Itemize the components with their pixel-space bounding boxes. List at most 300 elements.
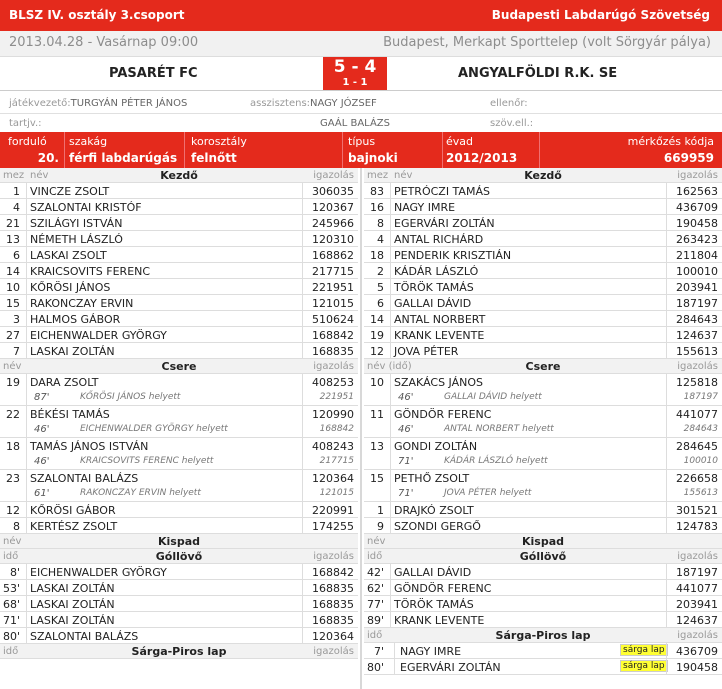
scorer-name: LASKAI ZOLTÁN: [30, 598, 115, 611]
cell-divider: [666, 564, 667, 579]
goal-minute: 71': [2, 614, 20, 627]
shirt-number: 22: [6, 408, 20, 421]
scorer-name: GÖNDÖR FERENC: [394, 582, 492, 595]
away-team: ANGYALFÖLDI R.K. SE: [458, 66, 618, 81]
license-id: 155613: [676, 345, 718, 358]
player-name: KRANK LEVENTE: [394, 329, 485, 342]
sub-player-row: [364, 470, 722, 486]
sub-detail-row: [364, 422, 722, 438]
section-header: [364, 359, 722, 374]
sub-player-row: [0, 374, 358, 390]
license-id: 162563: [676, 185, 718, 198]
player-row: [0, 327, 358, 343]
cell-divider: [666, 659, 667, 674]
replaced-id: 155613: [683, 488, 718, 498]
cell-divider: [302, 263, 303, 278]
round-value: 20.: [37, 151, 59, 165]
shirt-number: 21: [6, 217, 20, 230]
bench-row: [364, 518, 722, 534]
license-id: 217715: [312, 265, 354, 278]
divider: [0, 90, 722, 91]
section-header: [364, 628, 722, 643]
cell-divider: [26, 374, 27, 390]
cell-divider: [302, 502, 303, 517]
cell-divider: [666, 390, 667, 405]
replaced-player: KŐRÖSI JÁNOS helyett: [80, 392, 181, 402]
cell-divider: [666, 199, 667, 214]
cell-divider: [302, 215, 303, 230]
header-col-id: igazolás: [313, 646, 354, 657]
header-col-id: igazolás: [677, 361, 718, 372]
bench-row: [364, 502, 722, 518]
cell-divider: [26, 327, 27, 342]
section-title: Sárga-Piros lap: [495, 629, 591, 642]
cell-divider: [302, 438, 303, 454]
player-row: [364, 327, 722, 343]
section-header: [0, 549, 358, 564]
sub-player-row: [364, 374, 722, 390]
scorer-name: EICHENWALDER GYÖRGY: [30, 566, 167, 579]
cell-divider: [302, 311, 303, 326]
age-value: felnőtt: [191, 151, 237, 165]
sub-detail-row: [0, 390, 358, 406]
license-id: 441077: [676, 582, 718, 595]
player-name: EGERVÁRI ZOLTÁN: [400, 661, 501, 674]
cell-divider: [666, 422, 667, 437]
sub-minute: 46': [34, 424, 50, 435]
cell-divider: [302, 247, 303, 262]
cell-divider: [302, 231, 303, 246]
branch-value: férfi labdarúgás: [69, 151, 178, 165]
shirt-number: 7: [13, 345, 20, 358]
player-name: KŐRÖSI GÁBOR: [30, 504, 116, 517]
season-label: évad: [446, 135, 474, 148]
cell-divider: [390, 596, 391, 611]
player-row: [0, 215, 358, 231]
player-name: TAMÁS JÁNOS ISTVÁN: [30, 440, 149, 453]
player-name: NAGY IMRE: [394, 201, 456, 214]
player-row: [0, 231, 358, 247]
final-score: 5 - 4: [333, 57, 377, 77]
license-id: 120310: [312, 233, 354, 246]
sub-player-row: [364, 438, 722, 454]
cell-divider: [390, 502, 391, 517]
player-row: [364, 263, 722, 279]
player-name: DARA ZSOLT: [30, 376, 99, 389]
cell-divider: [390, 406, 391, 422]
cell-divider: [666, 279, 667, 294]
cell-divider: [390, 374, 391, 390]
cell-divider: [26, 612, 27, 627]
license-id: 245966: [312, 217, 354, 230]
player-name: PENDERIK KRISZTIÁN: [394, 249, 512, 262]
shirt-number: 10: [370, 376, 384, 389]
license-id: 120364: [312, 472, 354, 485]
home-team: PASARÉT FC: [109, 66, 198, 81]
player-name: VINCZE ZSOLT: [30, 185, 110, 198]
cell-divider: [302, 628, 303, 643]
shirt-number: 27: [6, 329, 20, 342]
bench-row: [0, 502, 358, 518]
cell-divider: [26, 628, 27, 643]
license-id: 203941: [676, 598, 718, 611]
cell-divider: [390, 343, 391, 358]
card-row: [364, 643, 722, 659]
sub-detail-row: [0, 486, 358, 502]
yellow-card-badge: sárga lap: [620, 644, 668, 656]
scorer-name: SZALONTAI BALÁZS: [30, 630, 139, 643]
cell-divider: [666, 263, 667, 278]
cell-divider: [666, 327, 667, 342]
shirt-number: 83: [370, 185, 384, 198]
scorer-name: LASKAI ZOLTÁN: [30, 582, 115, 595]
section-header: [0, 168, 358, 183]
player-name: PETHŐ ZSOLT: [394, 472, 470, 485]
yellow-card-badge: sárga lap: [620, 660, 668, 672]
szovell-label: szöv.ell.:: [490, 118, 534, 129]
license-id: 168835: [312, 598, 354, 611]
cell-divider: [390, 422, 391, 437]
cell-divider: [666, 502, 667, 517]
scorer-name: KRANK LEVENTE: [394, 614, 485, 627]
license-id: 187197: [676, 566, 718, 579]
license-id: 174255: [312, 520, 354, 533]
cell-divider: [666, 231, 667, 246]
section-title: Kezdő: [160, 169, 198, 182]
player-name: SZONDI GERGŐ: [394, 520, 481, 533]
cell-divider: [26, 231, 27, 246]
cell-divider: [26, 438, 27, 454]
shirt-number: 1: [377, 504, 384, 517]
replaced-id: 187197: [683, 392, 718, 402]
round-cell: [0, 132, 65, 168]
cell-divider: [26, 518, 27, 533]
cell-divider: [390, 231, 391, 246]
sub-detail-row: [364, 390, 722, 406]
shirt-number: 5: [377, 281, 384, 294]
license-id: 124637: [676, 329, 718, 342]
license-id: 510624: [312, 313, 354, 326]
section-header: [364, 534, 722, 549]
shirt-number: 3: [13, 313, 20, 326]
cell-divider: [390, 263, 391, 278]
divider: [0, 113, 722, 114]
age-cell: [185, 132, 343, 168]
shirt-number: 8: [377, 217, 384, 230]
header-col-left: idő: [367, 630, 383, 641]
cell-divider: [302, 454, 303, 469]
sub-player-row: [0, 470, 358, 486]
section-title: Kispad: [157, 535, 200, 548]
license-id: 220991: [312, 504, 354, 517]
column-separator: [360, 168, 362, 689]
shirt-number: 6: [377, 297, 384, 310]
cell-divider: [26, 502, 27, 517]
shirt-number: 14: [6, 265, 20, 278]
cell-divider: [666, 596, 667, 611]
cell-divider: [26, 486, 27, 501]
replaced-player: JOVA PÉTER helyett: [444, 488, 532, 498]
license-id: 168842: [312, 566, 354, 579]
cell-divider: [26, 422, 27, 437]
season-cell: [443, 132, 540, 168]
cell-divider: [302, 390, 303, 405]
player-name: BÉKÉSI TAMÁS: [30, 408, 110, 421]
shirt-number: 6: [13, 249, 20, 262]
cell-divider: [390, 564, 391, 579]
license-id: 408243: [312, 440, 354, 453]
replaced-id: 100010: [683, 456, 718, 466]
section-header: [0, 534, 358, 549]
section-title: Kezdő: [524, 169, 562, 182]
scorer-name: LASKAI ZOLTÁN: [30, 614, 115, 627]
player-name: LASKAI ZOLTÁN: [30, 345, 115, 358]
player-name: GONDI ZOLTÁN: [394, 440, 478, 453]
header-col-left: név: [367, 536, 386, 547]
cell-divider: [390, 390, 391, 405]
player-row: [364, 199, 722, 215]
shirt-number: 15: [6, 297, 20, 310]
sub-minute: 46': [398, 392, 414, 403]
shirt-number: 1: [13, 185, 20, 198]
player-name: HALMOS GÁBOR: [30, 313, 121, 326]
player-row: [364, 231, 722, 247]
cell-divider: [394, 659, 395, 674]
shirt-number: 15: [370, 472, 384, 485]
license-id: 441077: [676, 408, 718, 421]
cell-divider: [390, 454, 391, 469]
player-name: EICHENWALDER GYÖRGY: [30, 329, 167, 342]
cell-divider: [26, 564, 27, 579]
goal-minute: 62': [366, 582, 384, 595]
header-col-left: mez: [367, 170, 389, 181]
header-col-name: név: [394, 170, 413, 181]
player-name: ANTAL NORBERT: [394, 313, 486, 326]
cell-divider: [390, 295, 391, 310]
player-row: [364, 311, 722, 327]
header-col-id: igazolás: [313, 170, 354, 181]
cell-divider: [390, 311, 391, 326]
round-label: forduló: [8, 135, 47, 148]
player-row: [0, 199, 358, 215]
cell-divider: [26, 596, 27, 611]
player-name: NAGY IMRE: [400, 645, 462, 658]
goal-row: [0, 628, 358, 644]
cell-divider: [26, 390, 27, 405]
header-col-left: név: [3, 361, 22, 372]
cell-divider: [666, 438, 667, 454]
cell-divider: [302, 596, 303, 611]
header-col-id: igazolás: [313, 361, 354, 372]
assistant-2-name: GAÁL BALÁZS: [320, 118, 390, 129]
shirt-number: 13: [370, 440, 384, 453]
shirt-number: 8: [13, 520, 20, 533]
sub-minute: 87': [34, 392, 50, 403]
cell-divider: [666, 311, 667, 326]
cell-divider: [302, 406, 303, 422]
header-col-id: igazolás: [313, 551, 354, 562]
cell-divider: [390, 518, 391, 533]
player-name: DRAJKÓ ZSOLT: [394, 504, 474, 517]
section-title: Csere: [161, 360, 197, 373]
assistant-label: asszisztens:: [250, 98, 311, 109]
goal-row: [0, 596, 358, 612]
cell-divider: [390, 580, 391, 595]
section-title: Sárga-Piros lap: [131, 645, 227, 658]
cell-divider: [302, 199, 303, 214]
player-name: SZAKÁCS JÁNOS: [394, 376, 483, 389]
sub-detail-row: [0, 422, 358, 438]
replaced-player: ANTAL NORBERT helyett: [444, 424, 554, 434]
type-value: bajnoki: [348, 151, 398, 165]
replaced-id: 221951: [319, 392, 354, 402]
sub-minute: 71': [398, 488, 414, 499]
scorer-name: GALLAI DÁVID: [394, 566, 472, 579]
license-id: 211804: [676, 249, 718, 262]
section-header: [364, 168, 722, 183]
player-name: JOVA PÉTER: [394, 345, 459, 358]
player-row: [0, 295, 358, 311]
sub-player-row: [364, 406, 722, 422]
cell-divider: [390, 247, 391, 262]
cell-divider: [26, 580, 27, 595]
cell-divider: [26, 183, 27, 198]
goal-row: [0, 580, 358, 596]
section-header: [0, 644, 358, 659]
license-id: 100010: [676, 265, 718, 278]
header-col-left: idő: [3, 646, 19, 657]
cell-divider: [390, 486, 391, 501]
license-id: 120367: [312, 201, 354, 214]
header-col-left: mez: [3, 170, 25, 181]
half-score: 1 - 1: [342, 77, 368, 88]
shirt-number: 16: [370, 201, 384, 214]
shirt-number: 19: [370, 329, 384, 342]
cell-divider: [394, 643, 395, 658]
type-label: típus: [348, 135, 376, 148]
cell-divider: [302, 580, 303, 595]
replaced-id: 217715: [319, 456, 354, 466]
league-title: BLSZ IV. osztály 3.csoport: [9, 8, 185, 22]
referee: [9, 98, 187, 109]
cell-divider: [390, 215, 391, 230]
license-id: 120364: [312, 630, 354, 643]
cell-divider: [26, 247, 27, 262]
code-cell: [540, 132, 722, 168]
goal-minute: 68': [2, 598, 20, 611]
replaced-player: GALLAI DÁVID helyett: [444, 392, 542, 402]
license-id: 168835: [312, 582, 354, 595]
section-title: Csere: [525, 360, 561, 373]
license-id: 301521: [676, 504, 718, 517]
cell-divider: [26, 279, 27, 294]
shirt-number: 14: [370, 313, 384, 326]
license-id: 284645: [676, 440, 718, 453]
license-id: 168842: [312, 329, 354, 342]
cell-divider: [302, 183, 303, 198]
cell-divider: [26, 215, 27, 230]
referee-name: TURGYÁN PÉTER JÁNOS: [70, 98, 188, 109]
player-name: NÉMETH LÁSZLÓ: [30, 233, 123, 246]
player-name: KERTÉSZ ZSOLT: [30, 520, 118, 533]
tartjv-label: tartjv.:: [9, 118, 42, 129]
player-row: [0, 279, 358, 295]
player-name: SZALONTAI BALÁZS: [30, 472, 139, 485]
license-id: 168835: [312, 614, 354, 627]
cell-divider: [302, 422, 303, 437]
license-id: 306035: [312, 185, 354, 198]
player-name: EGERVÁRI ZOLTÁN: [394, 217, 495, 230]
header-col-name: név: [30, 170, 49, 181]
sub-minute: 71': [398, 456, 414, 467]
shirt-number: 12: [370, 345, 384, 358]
goal-row: [0, 612, 358, 628]
header-col-left: név (idő): [367, 361, 412, 372]
shirt-number: 13: [6, 233, 20, 246]
license-id: 263423: [676, 233, 718, 246]
license-id: 124783: [676, 520, 718, 533]
sub-player-row: [0, 406, 358, 422]
cell-divider: [302, 470, 303, 486]
replaced-player: KRAICSOVITS FERENC helyett: [80, 456, 214, 466]
goal-row: [0, 564, 358, 580]
code-label: mérkőzés kódja: [627, 135, 714, 148]
license-id: 168835: [312, 345, 354, 358]
cell-divider: [390, 279, 391, 294]
header-col-id: igazolás: [677, 170, 718, 181]
card-minute: 80': [366, 661, 384, 674]
shirt-number: 4: [377, 233, 384, 246]
player-name: RAKONCZAY ERVIN: [30, 297, 134, 310]
cell-divider: [390, 438, 391, 454]
goal-minute: 53': [2, 582, 20, 595]
away-column: [364, 168, 722, 675]
sub-detail-row: [364, 486, 722, 502]
match-info-bar: [0, 132, 722, 168]
sub-player-row: [0, 438, 358, 454]
cell-divider: [26, 470, 27, 486]
cell-divider: [666, 215, 667, 230]
cell-divider: [666, 183, 667, 198]
goal-minute: 89': [366, 614, 384, 627]
cell-divider: [390, 183, 391, 198]
player-row: [364, 279, 722, 295]
match-date: 2013.04.28 - Vasárnap 09:00: [9, 35, 199, 50]
type-cell: [343, 132, 443, 168]
cell-divider: [666, 470, 667, 486]
cell-divider: [302, 279, 303, 294]
license-id: 121015: [312, 297, 354, 310]
score-box: [323, 57, 387, 90]
cell-divider: [302, 343, 303, 358]
player-name: GÖNDÖR FERENC: [394, 408, 492, 421]
sub-minute: 61': [34, 488, 50, 499]
goal-minute: 77': [366, 598, 384, 611]
player-row: [364, 247, 722, 263]
section-title: Góllövő: [519, 550, 567, 563]
cell-divider: [26, 199, 27, 214]
header-col-left: idő: [367, 551, 383, 562]
goal-row: [364, 612, 722, 628]
cell-divider: [26, 311, 27, 326]
player-row: [0, 343, 358, 359]
cell-divider: [302, 612, 303, 627]
goal-minute: 80': [2, 630, 20, 643]
cell-divider: [666, 612, 667, 627]
license-id: 125818: [676, 376, 718, 389]
cell-divider: [302, 486, 303, 501]
player-row: [364, 183, 722, 199]
